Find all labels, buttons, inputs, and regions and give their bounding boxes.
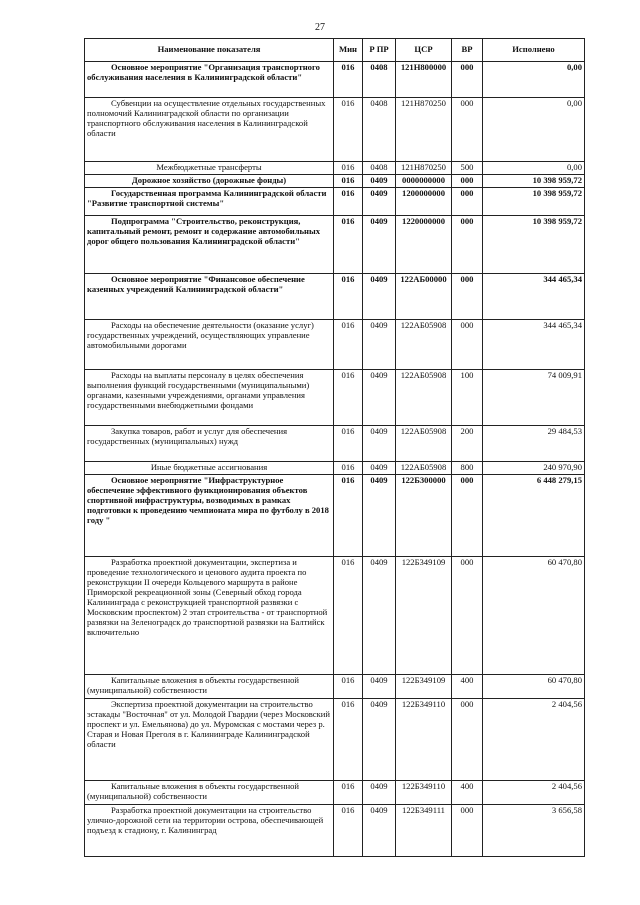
row-executed-cell: 10 398 959,72 bbox=[483, 215, 585, 273]
page-number: 27 bbox=[315, 22, 325, 33]
row-rpr-cell: 0409 bbox=[363, 780, 396, 804]
row-csr-cell: 122АБ05908 bbox=[396, 425, 452, 461]
table-row bbox=[85, 369, 585, 425]
row-csr-cell: 122АБ05908 bbox=[396, 319, 452, 369]
table-row bbox=[85, 162, 585, 175]
row-vr-cell: 800 bbox=[452, 461, 483, 474]
row-min-cell: 016 bbox=[334, 804, 363, 856]
table-row bbox=[85, 461, 585, 474]
row-executed-cell: 29 484,53 bbox=[483, 425, 585, 461]
row-csr-cell: 122Б300000 bbox=[396, 474, 452, 556]
row-min-cell: 016 bbox=[334, 174, 363, 187]
row-min-cell: 016 bbox=[334, 474, 363, 556]
row-name-cell: Дорожное хозяйство (дорожные фонды) bbox=[85, 174, 334, 187]
row-min-cell: 016 bbox=[334, 780, 363, 804]
row-executed-cell: 10 398 959,72 bbox=[483, 187, 585, 215]
row-rpr-cell: 0409 bbox=[363, 474, 396, 556]
row-min-cell: 016 bbox=[334, 187, 363, 215]
row-executed-cell: 74 009,91 bbox=[483, 369, 585, 425]
row-min-cell: 016 bbox=[334, 369, 363, 425]
row-min-cell: 016 bbox=[334, 98, 363, 162]
header-vr: ВР bbox=[452, 39, 483, 62]
row-vr-cell: 000 bbox=[452, 474, 483, 556]
row-rpr-cell: 0408 bbox=[363, 62, 396, 98]
row-vr-cell: 000 bbox=[452, 273, 483, 319]
row-csr-cell: 122Б349109 bbox=[396, 556, 452, 674]
row-name-cell: Межбюджетные трансферты bbox=[85, 162, 334, 175]
table-row bbox=[85, 698, 585, 780]
row-executed-cell: 344 465,34 bbox=[483, 273, 585, 319]
row-vr-cell: 100 bbox=[452, 369, 483, 425]
row-rpr-cell: 0409 bbox=[363, 461, 396, 474]
row-executed-cell: 240 970,90 bbox=[483, 461, 585, 474]
table-header-row bbox=[85, 39, 585, 62]
row-name-cell: Расходы на выплаты персоналу в целях обеспечения выполнения функций государственными (муниципальными) органами, казенными учреждениями, органами управления государственными внебюджетными фондами bbox=[85, 369, 334, 425]
row-name-cell: Основное мероприятие "Организация транспортного обслуживания населения в Калининградской области" bbox=[85, 62, 334, 98]
row-name-cell: Экспертиза проектной документации на строительство эстакады "Восточная" от ул. Молодой Гвардии (через Московский проспект и ул. Емельянова) до ул. Муромская с мостами через р. Старая и Новая Преголя в г. Калининграде Калининградской области bbox=[85, 698, 334, 780]
row-name-cell: Иные бюджетные ассигнования bbox=[85, 461, 334, 474]
row-vr-cell: 000 bbox=[452, 698, 483, 780]
row-csr-cell: 1200000000 bbox=[396, 187, 452, 215]
row-rpr-cell: 0409 bbox=[363, 425, 396, 461]
budget-execution-table bbox=[84, 38, 585, 857]
row-csr-cell: 122Б349109 bbox=[396, 674, 452, 698]
row-vr-cell: 000 bbox=[452, 187, 483, 215]
row-csr-cell: 121Н870250 bbox=[396, 162, 452, 175]
row-name-cell: Капитальные вложения в объекты государственной (муниципальной) собственности bbox=[85, 780, 334, 804]
row-executed-cell: 60 470,80 bbox=[483, 674, 585, 698]
row-rpr-cell: 0409 bbox=[363, 187, 396, 215]
table-row bbox=[85, 780, 585, 804]
row-vr-cell: 000 bbox=[452, 319, 483, 369]
table-row bbox=[85, 319, 585, 369]
table-row bbox=[85, 804, 585, 856]
row-rpr-cell: 0409 bbox=[363, 319, 396, 369]
row-csr-cell: 122Б349110 bbox=[396, 780, 452, 804]
row-rpr-cell: 0409 bbox=[363, 804, 396, 856]
row-name-cell: Капитальные вложения в объекты государственной (муниципальной) собственности bbox=[85, 674, 334, 698]
row-min-cell: 016 bbox=[334, 461, 363, 474]
row-min-cell: 016 bbox=[334, 319, 363, 369]
row-csr-cell: 122Б349110 bbox=[396, 698, 452, 780]
row-name-cell: Подпрограмма "Строительство, реконструкция, капитальный ремонт, ремонт и содержание автомобильных дорог общего пользования Калининградской области" bbox=[85, 215, 334, 273]
table-row bbox=[85, 474, 585, 556]
row-rpr-cell: 0409 bbox=[363, 698, 396, 780]
row-executed-cell: 2 404,56 bbox=[483, 698, 585, 780]
table-row bbox=[85, 215, 585, 273]
row-min-cell: 016 bbox=[334, 162, 363, 175]
row-rpr-cell: 0409 bbox=[363, 674, 396, 698]
table-body bbox=[85, 62, 585, 857]
row-min-cell: 016 bbox=[334, 273, 363, 319]
row-rpr-cell: 0409 bbox=[363, 556, 396, 674]
row-min-cell: 016 bbox=[334, 674, 363, 698]
row-vr-cell: 000 bbox=[452, 174, 483, 187]
header-rpr: Р ПР bbox=[363, 39, 396, 62]
row-executed-cell: 0,00 bbox=[483, 62, 585, 98]
row-rpr-cell: 0408 bbox=[363, 98, 396, 162]
row-min-cell: 016 bbox=[334, 698, 363, 780]
row-rpr-cell: 0409 bbox=[363, 174, 396, 187]
row-vr-cell: 400 bbox=[452, 780, 483, 804]
header-csr: ЦСР bbox=[396, 39, 452, 62]
row-csr-cell: 122АБ05908 bbox=[396, 461, 452, 474]
table-row bbox=[85, 273, 585, 319]
table-row bbox=[85, 174, 585, 187]
row-min-cell: 016 bbox=[334, 215, 363, 273]
row-vr-cell: 500 bbox=[452, 162, 483, 175]
table-row bbox=[85, 62, 585, 98]
row-vr-cell: 000 bbox=[452, 556, 483, 674]
row-executed-cell: 10 398 959,72 bbox=[483, 174, 585, 187]
row-name-cell: Государственная программа Калининградской области "Развитие транспортной системы" bbox=[85, 187, 334, 215]
row-name-cell: Субвенции на осуществление отдельных государственных полномочий Калининградской области по организации транспортного обслуживания населения в Калининградской области bbox=[85, 98, 334, 162]
row-name-cell: Расходы на обеспечение деятельности (оказание услуг) государственных учреждений, осуществляющих управление автомобильными дорогами bbox=[85, 319, 334, 369]
row-rpr-cell: 0409 bbox=[363, 215, 396, 273]
row-vr-cell: 400 bbox=[452, 674, 483, 698]
row-vr-cell: 000 bbox=[452, 62, 483, 98]
row-name-cell: Основное мероприятие "Финансовое обеспечение казенных учреждений Калининградской области" bbox=[85, 273, 334, 319]
row-vr-cell: 000 bbox=[452, 804, 483, 856]
row-min-cell: 016 bbox=[334, 62, 363, 98]
row-name-cell: Разработка проектной документации, экспертиза и проведение технологического и ценового аудита проекта по реконструкции II очереди Кольцевого маршрута в районе Приморской рекреационной зоны (Северный обход города Калининграда с реконструкцией транспортной развязки с Московским проспектом) 2 этап строительства - от транспортной развязки на Зеленоградск до транспортной развязки на Балтийск включительно bbox=[85, 556, 334, 674]
row-min-cell: 016 bbox=[334, 425, 363, 461]
row-executed-cell: 0,00 bbox=[483, 98, 585, 162]
row-executed-cell: 2 404,56 bbox=[483, 780, 585, 804]
row-csr-cell: 122Б349111 bbox=[396, 804, 452, 856]
row-vr-cell: 000 bbox=[452, 98, 483, 162]
row-vr-cell: 200 bbox=[452, 425, 483, 461]
row-min-cell: 016 bbox=[334, 556, 363, 674]
row-name-cell: Закупка товаров, работ и услуг для обеспечения государственных (муниципальных) нужд bbox=[85, 425, 334, 461]
header-min: Мин bbox=[334, 39, 363, 62]
row-rpr-cell: 0408 bbox=[363, 162, 396, 175]
row-executed-cell: 0,00 bbox=[483, 162, 585, 175]
header-name: Наименование показателя bbox=[85, 39, 334, 62]
row-executed-cell: 3 656,58 bbox=[483, 804, 585, 856]
row-csr-cell: 0000000000 bbox=[396, 174, 452, 187]
row-rpr-cell: 0409 bbox=[363, 273, 396, 319]
row-csr-cell: 122АБ00000 bbox=[396, 273, 452, 319]
table-row bbox=[85, 98, 585, 162]
row-executed-cell: 60 470,80 bbox=[483, 556, 585, 674]
row-csr-cell: 121Н870250 bbox=[396, 98, 452, 162]
header-executed: Исполнено bbox=[483, 39, 585, 62]
row-executed-cell: 344 465,34 bbox=[483, 319, 585, 369]
row-name-cell: Разработка проектной документации на строительство улично-дорожной сети на территории острова, обеспечивающей подъезд к стадиону, г. Калининград bbox=[85, 804, 334, 856]
table-row bbox=[85, 556, 585, 674]
row-executed-cell: 6 448 279,15 bbox=[483, 474, 585, 556]
row-rpr-cell: 0409 bbox=[363, 369, 396, 425]
row-csr-cell: 121Н800000 bbox=[396, 62, 452, 98]
row-vr-cell: 000 bbox=[452, 215, 483, 273]
table-row bbox=[85, 425, 585, 461]
row-csr-cell: 1220000000 bbox=[396, 215, 452, 273]
table-row bbox=[85, 674, 585, 698]
row-name-cell: Основное мероприятие "Инфраструктурное обеспечение эффективного функционирования объектов спортивной инфраструктуры, возводимых в рамках подготовки к проведению чемпионата мира по футболу в 2018 году " bbox=[85, 474, 334, 556]
table-row bbox=[85, 187, 585, 215]
row-csr-cell: 122АБ05908 bbox=[396, 369, 452, 425]
